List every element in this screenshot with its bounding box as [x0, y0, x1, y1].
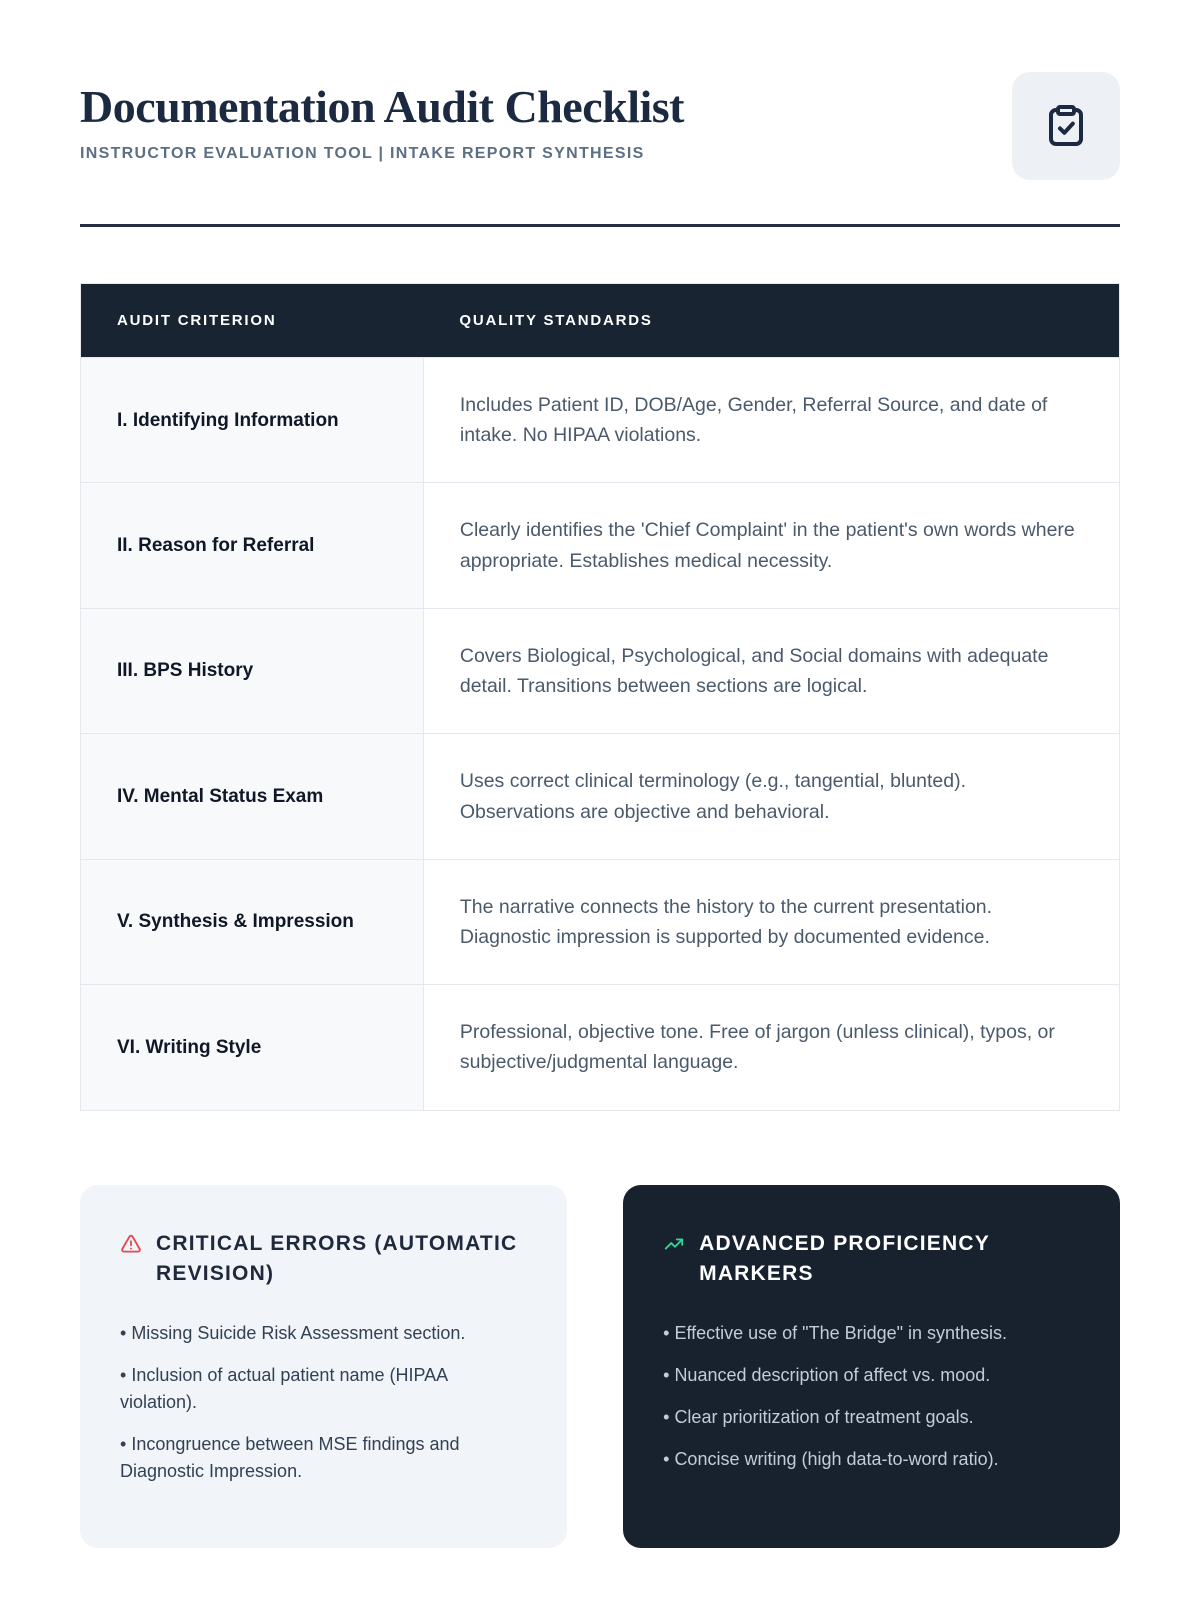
advanced-proficiency-list	[663, 1320, 1080, 1473]
trending-up-icon	[663, 1233, 685, 1260]
table-row	[81, 483, 1120, 608]
column-header-criterion: AUDIT CRITERION	[81, 284, 424, 358]
advanced-proficiency-title: ADVANCED PROFICIENCY MARKERS	[699, 1231, 990, 1286]
list-item: • Nuanced description of affect vs. mood.	[663, 1362, 1080, 1389]
standard-cell: The narrative connects the history to the current presentation. Diagnostic impression is supported by documented evidence.	[423, 859, 1119, 984]
table-row	[81, 859, 1120, 984]
critical-errors-list	[120, 1320, 527, 1485]
header-divider	[80, 224, 1120, 227]
standard-cell: Includes Patient ID, DOB/Age, Gender, Referral Source, and date of intake. No HIPAA violations.	[423, 358, 1119, 483]
page-title: Documentation Audit Checklist	[80, 81, 684, 132]
criterion-cell: II. Reason for Referral	[81, 483, 424, 608]
criterion-cell: III. BPS History	[81, 608, 424, 733]
advanced-proficiency-header	[663, 1229, 1080, 1290]
advanced-proficiency-card	[623, 1185, 1120, 1548]
table-row	[81, 734, 1120, 859]
cards-section	[80, 1185, 1120, 1548]
critical-errors-title: CRITICAL ERRORS (AUTOMATIC REVISION)	[156, 1231, 518, 1286]
warning-triangle-icon	[120, 1233, 142, 1260]
standard-cell: Covers Biological, Psychological, and Social domains with adequate detail. Transitions between sections are logical.	[423, 608, 1119, 733]
column-header-standards: QUALITY STANDARDS	[423, 284, 1119, 358]
header	[80, 72, 1120, 180]
criterion-cell: V. Synthesis & Impression	[81, 859, 424, 984]
clipboard-check-icon	[1012, 72, 1120, 180]
list-item: • Inclusion of actual patient name (HIPAA violation).	[120, 1362, 527, 1416]
critical-errors-card	[80, 1185, 567, 1548]
standard-cell: Uses correct clinical terminology (e.g., tangential, blunted). Observations are objective and behavioral.	[423, 734, 1119, 859]
audit-table-body	[81, 358, 1120, 1111]
criterion-cell: IV. Mental Status Exam	[81, 734, 424, 859]
standard-cell: Clearly identifies the 'Chief Complaint' in the patient's own words where appropriate. Establishes medical necessity.	[423, 483, 1119, 608]
header-text	[80, 72, 684, 163]
list-item: • Missing Suicide Risk Assessment section.	[120, 1320, 527, 1347]
criterion-cell: VI. Writing Style	[81, 985, 424, 1110]
criterion-cell: I. Identifying Information	[81, 358, 424, 483]
standard-cell: Professional, objective tone. Free of jargon (unless clinical), typos, or subjective/judgmental language.	[423, 985, 1119, 1110]
table-row	[81, 608, 1120, 733]
audit-table-header	[81, 284, 1120, 358]
list-item: • Clear prioritization of treatment goals.	[663, 1404, 1080, 1431]
table-row	[81, 985, 1120, 1110]
critical-errors-header	[120, 1229, 527, 1290]
table-row	[81, 358, 1120, 483]
list-item: • Incongruence between MSE findings and Diagnostic Impression.	[120, 1431, 527, 1485]
audit-table	[80, 283, 1120, 1111]
page-subtitle: INSTRUCTOR EVALUATION TOOL | INTAKE REPORT SYNTHESIS	[80, 145, 645, 162]
list-item: • Effective use of "The Bridge" in synthesis.	[663, 1320, 1080, 1347]
list-item: • Concise writing (high data-to-word ratio).	[663, 1446, 1080, 1473]
